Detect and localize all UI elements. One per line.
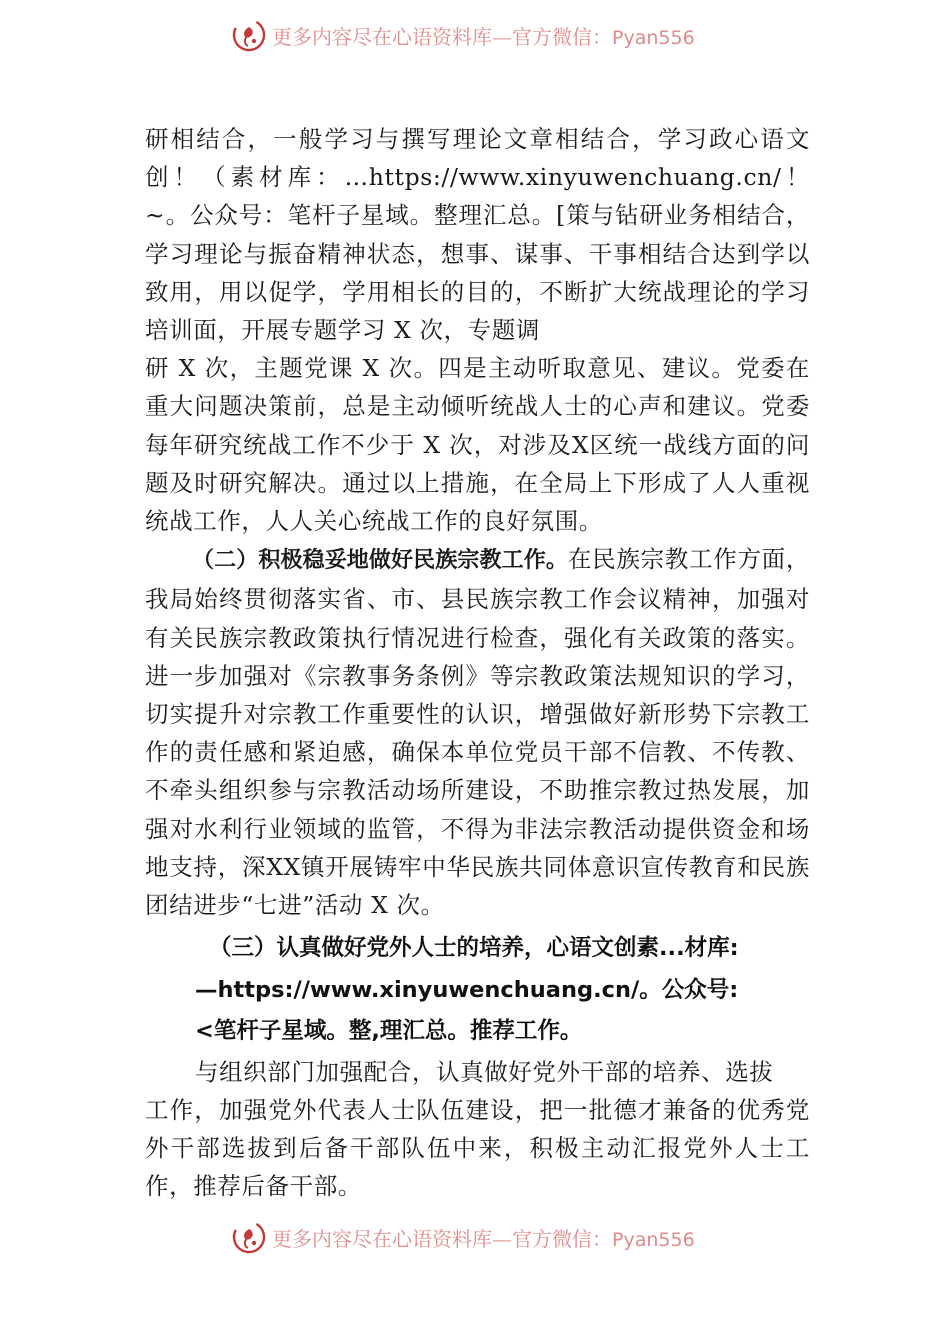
paragraph-4-first-line: 与组织部门加强配合，认真做好党外干部的培养、选拔: [195, 1057, 774, 1086]
banner-separator: —: [492, 1226, 512, 1251]
banner-main-text: 更多内容尽在心语资料库: [272, 24, 492, 49]
banner-text: [272, 21, 695, 50]
flower-seal-icon: [232, 1220, 266, 1254]
paragraph-4: [145, 1053, 810, 1206]
paragraph-4-rest: 工作，加强党外代表人士队伍建设，把一批德才兼备的优秀党外干部选拔到后备干部队伍中来，积极主动汇报党外人士工作，推荐后备干部。: [145, 1095, 810, 1201]
section-3-heading: [195, 928, 810, 1053]
banner-wechat-id: Pyan556: [612, 26, 695, 49]
section-3-heading-line-1: （三）认真做好党外人士的培养，心语文创素...材库:: [209, 935, 739, 962]
banner-wechat-id: Pyan556: [612, 1228, 695, 1251]
paragraph-3: [145, 540, 810, 924]
paragraph-1: 研相结合，一般学习与撰写理论文章相结合，学习政心语文创！（素材库：…https://www.xinyuwenchuang.cn/！~。公众号：笔杆子星域。整理汇总。[策与钻研业务相结合，学习理论与振奋精神状态，想事、谋事、干事相结合达到学以致用，用以促学，学用相长的目的，不断扩大统战理论的学习培训面，开展专题学习 X 次，专题调: [145, 125, 810, 345]
section-2-heading: （二）积极稳妥地做好民族宗教工作。: [192, 548, 568, 574]
banner-text: [272, 1223, 695, 1252]
footer-banner: [0, 1214, 950, 1264]
header-banner: [0, 12, 950, 62]
banner-separator: —: [492, 24, 512, 49]
banner-official-label: 官方微信：: [512, 24, 612, 49]
section-2-text: 在民族宗教工作方面，我局始终贯彻落实省、市、县民族宗教工作会议精神，加强对有关民族宗教政策执行情况进行检查，强化有关政策的落实。进一步加强对《宗教事务条例》等宗教政策法规知识的学习，切实提升对宗教工作重要性的认识，增强做好新形势下宗教工作的责任感和紧迫感，确保本单位党员干部不信教、不传教、不牵头组织参与宗教活动场所建设，不助推宗教过热发展，加强对水利行业领域的监管，不得为非法宗教活动提供资金和场地支持，深XX镇开展铸牢中华民族共同体意识宣传教育和民族团结进步“七进”活动 X 次。: [145, 545, 810, 920]
section-3-heading-line-3: <笔杆子星域。整,理汇总。推荐工作。: [195, 1018, 583, 1045]
flower-seal-icon: [232, 18, 266, 52]
document-body: [145, 120, 810, 1206]
banner-main-text: 更多内容尽在心语资料库: [272, 1226, 492, 1251]
banner-official-label: 官方微信：: [512, 1226, 612, 1251]
section-3-heading-line-2: —https://www.xinyuwenchuang.cn/。公众号:: [195, 976, 739, 1003]
paragraph-2: 研 X 次，主题党课 X 次。四是主动听取意见、建议。党委在重大问题决策前，总是主动倾听统战人士的心声和建议。党委每年研究统战工作不少于 X 次，对涉及X区统一战线方面的问题及时研究解决。通过以上措施，在全局上下形成了人人重视统战工作，人人关心统战工作的良好氛围。: [145, 354, 810, 536]
